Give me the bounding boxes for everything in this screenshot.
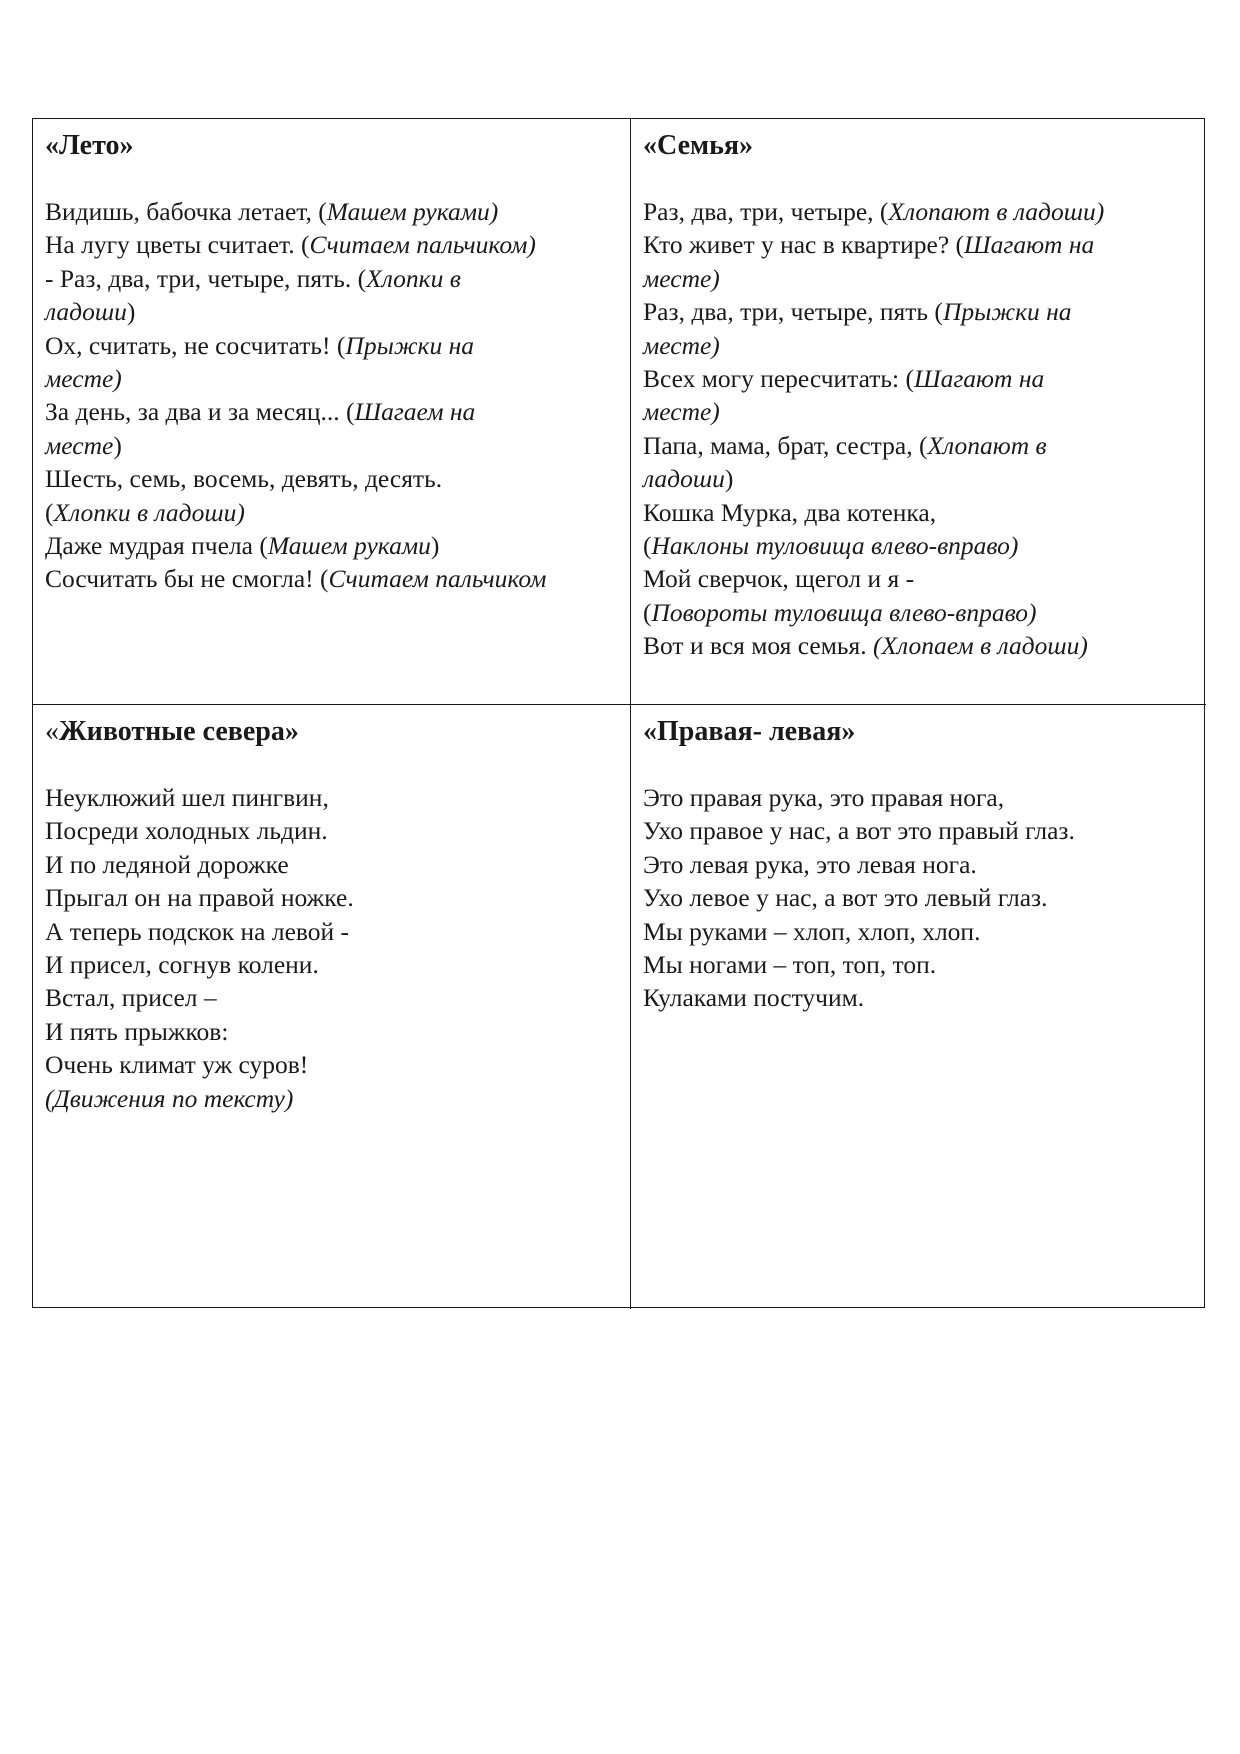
verse-text: Это правая рука, это правая нога, (643, 783, 1005, 812)
card-body (45, 195, 630, 596)
verse-text: Всех могу пересчитать: ( (643, 364, 914, 394)
poem-line (45, 1015, 630, 1048)
poem-line (45, 262, 630, 295)
stage-direction: (Движения по тексту) (45, 1083, 294, 1113)
poem-line (45, 295, 630, 328)
verse-text: ) (126, 297, 136, 327)
stage-direction: Хлопают в ладоши) (888, 197, 1105, 226)
card-title (643, 715, 1206, 749)
card-title (643, 129, 1206, 163)
poem-line (45, 362, 630, 395)
poem-line (45, 329, 630, 362)
card-pravaya-levaya (631, 705, 1206, 1309)
card-zhivotnye-severa (33, 705, 631, 1309)
poem-line (45, 195, 630, 228)
poem-line (643, 262, 1206, 295)
poem-line (45, 1048, 630, 1081)
verse-text: Мой сверчок, щегол и я - (643, 564, 915, 594)
verse-text: Раз, два, три, четыре, пять ( (643, 297, 943, 327)
poem-line (643, 814, 1206, 847)
poem-line (45, 981, 630, 1014)
verse-text: ( (643, 597, 652, 627)
card-title (45, 129, 630, 163)
poem-line (643, 195, 1206, 228)
poem-line (45, 395, 630, 428)
verse-text: Кошка Мурка, два котенка, (643, 497, 937, 527)
stage-direction: Прыжки на (942, 297, 1072, 327)
stage-direction: Хлопки в ладоши) (53, 497, 245, 527)
title-text: Семья» (657, 130, 754, 161)
verse-text: Вот и вся моя семья. (643, 631, 873, 661)
card-body (643, 781, 1206, 1015)
poem-line (45, 948, 630, 981)
poem-line (45, 848, 630, 881)
verse-text: Кулаками постучим. (643, 983, 865, 1013)
verse-text: Мы ногами – топ, топ, топ. (643, 950, 937, 980)
poem-line (643, 629, 1206, 662)
poem-line (45, 814, 630, 847)
stage-direction: Считаем пальчиком) (309, 230, 536, 260)
poem-line (45, 496, 630, 529)
verse-text: И по ледяной дорожке (45, 849, 289, 879)
poem-line (643, 562, 1206, 595)
poem-line (643, 496, 1206, 529)
poem-line (643, 429, 1206, 462)
poem-line (45, 1082, 630, 1115)
stage-direction: ладоши (45, 297, 127, 327)
poem-line (643, 981, 1206, 1014)
stage-direction: Наклоны туловища влево-вправо) (651, 531, 1019, 561)
title-quote: « (643, 716, 657, 747)
verse-text: Это левая рука, это левая нога. (643, 849, 977, 879)
stage-direction: Хлопают в (927, 430, 1047, 460)
stage-direction: Считаем пальчиком (328, 564, 547, 594)
stage-direction: (Хлопаем в ладоши) (872, 631, 1088, 661)
verse-text: ) (430, 531, 440, 561)
poem-line (643, 329, 1206, 362)
stage-direction: месте (45, 430, 114, 460)
verse-text: ) (113, 430, 122, 460)
title-text: Лето» (59, 130, 134, 161)
poem-line (45, 881, 630, 914)
poem-line (643, 848, 1206, 881)
poem-line (643, 295, 1206, 328)
verse-text: Ухо левое у нас, а вот это левый глаз. (643, 883, 1048, 913)
verse-text: Папа, мама, брат, сестра, ( (643, 430, 928, 460)
verse-text: Кто живет у нас в квартире? ( (643, 230, 965, 260)
verse-text: - Раз, два, три, четыре, пять. ( (45, 263, 367, 293)
poem-line (643, 948, 1206, 981)
poem-line (643, 881, 1206, 914)
verse-text: Даже мудрая пчела ( (45, 531, 268, 561)
card-semya (631, 119, 1206, 705)
title-quote: « (45, 716, 59, 747)
verse-text: ( (643, 531, 652, 561)
verse-text: И присел, согнув колени. (45, 950, 319, 980)
verse-text: Встал, присел – (45, 983, 217, 1013)
poem-line (45, 915, 630, 948)
stage-direction: месте) (643, 263, 720, 293)
stage-direction: Повороты туловища влево-вправо) (651, 597, 1037, 627)
verse-text: Сосчитать бы не смогла! ( (45, 564, 329, 594)
card-body (643, 195, 1206, 663)
stage-direction: Хлопки в (366, 263, 461, 293)
stage-direction: месте) (643, 330, 720, 360)
verse-text: На лугу цветы считает. ( (45, 230, 310, 260)
verse-text: Ох, считать, не сосчитать! ( (45, 330, 346, 360)
card-title (45, 715, 630, 749)
poem-line (45, 562, 630, 595)
poem-line (45, 529, 630, 562)
stage-direction: Шагают на (964, 230, 1095, 260)
verse-text: Раз, два, три, четыре, ( (643, 197, 889, 226)
card-leto (33, 119, 631, 705)
poem-line (643, 596, 1206, 629)
verse-text: Неуклюжий шел пингвин, (45, 783, 329, 812)
poem-line (643, 915, 1206, 948)
stage-direction: Машем руками (267, 531, 431, 561)
verse-text: Посреди холодных льдин. (45, 816, 328, 846)
verse-text: Прыгал он на правой ножке. (45, 883, 354, 913)
poem-line (643, 395, 1206, 428)
stage-direction: Машем руками) (326, 197, 499, 226)
stage-direction: месте) (643, 397, 720, 427)
poem-line (643, 228, 1206, 261)
title-text: Животные севера» (59, 716, 299, 747)
stage-direction: Шагаем на (354, 397, 476, 427)
poem-line (643, 781, 1206, 814)
poem-line (45, 462, 630, 495)
stage-direction: Прыжки на (345, 330, 475, 360)
poem-line (643, 362, 1206, 395)
stage-direction: ладоши (643, 464, 725, 494)
card-body (45, 781, 630, 1115)
rhymes-table (32, 118, 1205, 1308)
verse-text: И пять прыжков: (45, 1016, 229, 1046)
verse-text: За день, за два и за месяц... ( (45, 397, 355, 427)
poem-line (45, 781, 630, 814)
stage-direction: месте) (45, 364, 122, 394)
verse-text: Шесть, семь, восемь, девять, десять. (45, 464, 443, 494)
title-text: Правая- левая» (657, 716, 856, 747)
poem-line (45, 228, 630, 261)
verse-text: Мы руками – хлоп, хлоп, хлоп. (643, 916, 981, 946)
verse-text: ( (45, 497, 54, 527)
verse-text: Очень климат уж суров! (45, 1050, 309, 1080)
verse-text: Ухо правое у нас, а вот это правый глаз. (643, 816, 1075, 846)
poem-line (643, 529, 1206, 562)
verse-text: Видишь, бабочка летает, ( (45, 197, 327, 226)
title-quote: « (643, 130, 657, 161)
verse-text: ) (724, 464, 734, 494)
verse-text: А теперь подскок на левой - (45, 916, 350, 946)
poem-line (45, 429, 630, 462)
poem-line (643, 462, 1206, 495)
title-quote: « (45, 130, 59, 161)
stage-direction: Шагают на (914, 364, 1045, 394)
